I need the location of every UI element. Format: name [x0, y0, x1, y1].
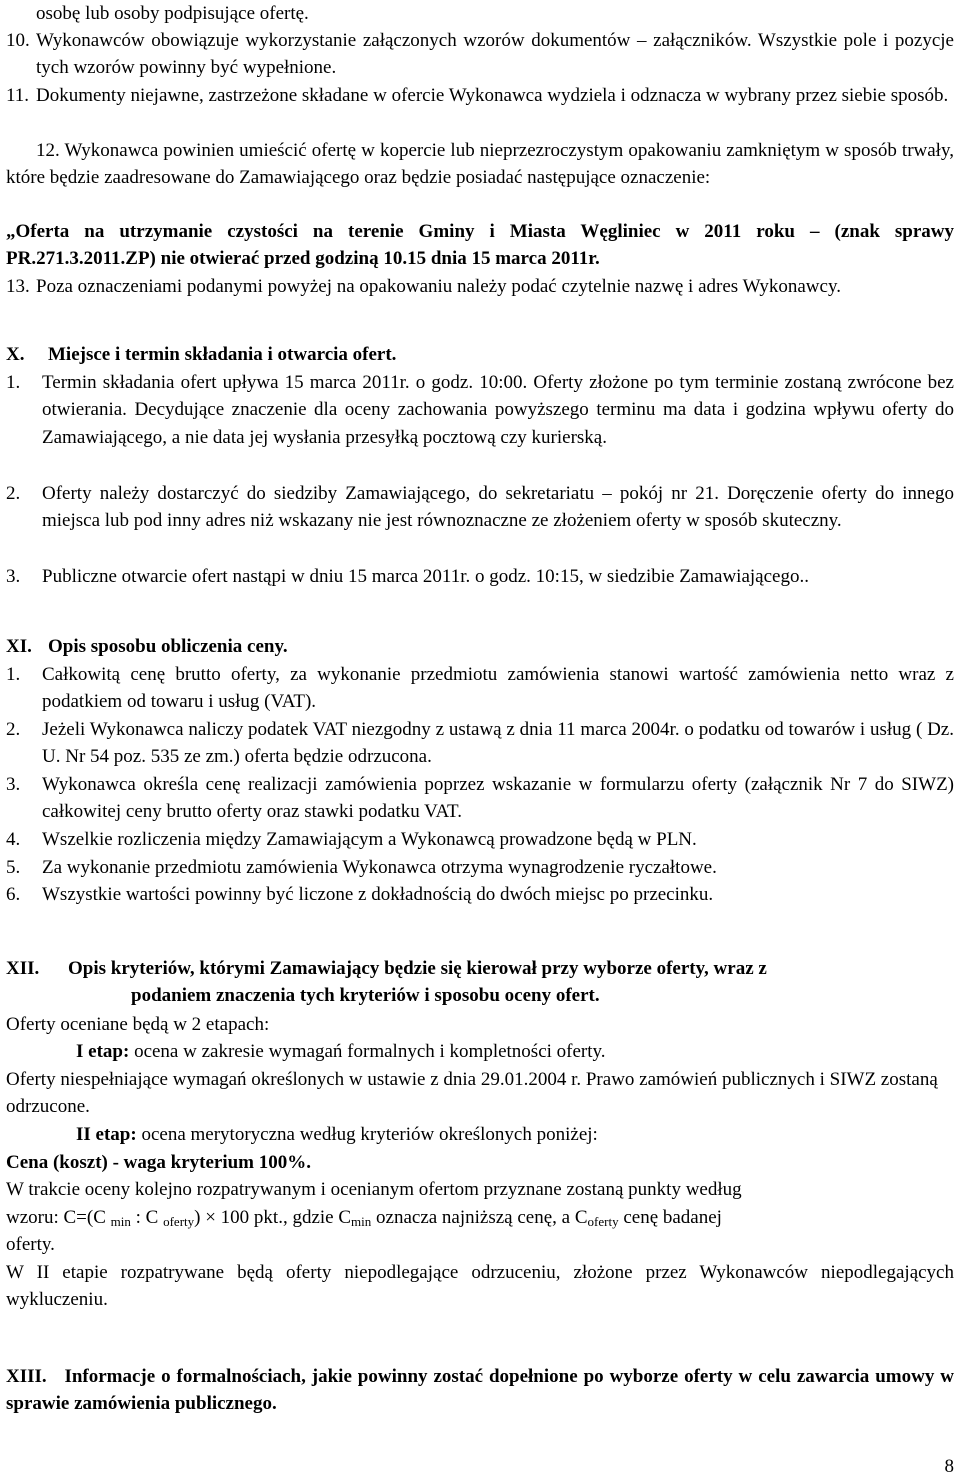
list-text: Wykonawców obowiązuje wykorzystanie załączonych wzorów dokumentów – załączników. Wszystkie pole i pozycje tych wzorów powinny być wypełnione.: [36, 30, 954, 79]
section-number: X.: [6, 344, 25, 365]
list-text: Całkowitą cenę brutto oferty, za wykonanie przedmiotu zamówienia stanowi wartość zamówienia netto wraz z podatkiem od towaru i usług (VAT).: [42, 664, 954, 713]
paragraph: [6, 1066, 954, 1121]
list-item: [6, 369, 954, 451]
list-text: Wszelkie rozliczenia między Zamawiającym a Wykonawcą prowadzone będą w PLN.: [42, 829, 697, 850]
paragraph: [6, 1011, 954, 1038]
list-number: 3.: [6, 774, 21, 795]
list-number: 3.: [6, 566, 21, 587]
formula: [6, 1204, 954, 1231]
paragraph-text: W trakcie oceny kolejno rozpatrywanym i ocenianym ofertom przyznane zostaną punkty według: [6, 1179, 742, 1200]
list-text: Dokumenty niejawne, zastrzeżone składane w ofercie Wykonawca wydziela i odznacza w wybrany przez siebie sposób.: [36, 85, 949, 106]
list-item: [6, 661, 954, 716]
paragraph-text: Oferty niespełniające wymagań określonych w ustawie z dnia 29.01.2004 r. Prawo zamówień publicznych i SIWZ zostaną odrzucone.: [6, 1069, 938, 1118]
formula-part: wzoru: C=(C: [6, 1207, 111, 1228]
continuation-text: osobę lub osoby podpisujące ofertę.: [36, 3, 309, 24]
section-title: Opis sposobu obliczenia ceny.: [48, 636, 288, 657]
list-text: Jeżeli Wykonawca naliczy podatek VAT niezgodny z ustawą z dnia 11 marca 2004r. o podatku od towarów i usług ( Dz. U. Nr 54 poz. 535 ze zm.) oferta będzie odrzucona.: [42, 719, 954, 768]
formula-part: oznacza najniższą cenę, a C: [371, 1207, 588, 1228]
list-number: 6.: [6, 884, 21, 905]
list-item-11: [6, 82, 954, 109]
page-number: 8: [944, 1455, 954, 1477]
section-title-line1: Opis kryteriów, którymi Zamawiający będzie się kierował przy wyborze oferty, wraz z: [68, 958, 767, 979]
list-number: 2.: [6, 719, 21, 740]
section-heading-x: [6, 341, 954, 368]
list-number: 10.: [6, 30, 30, 51]
stage-label: II etap:: [76, 1124, 137, 1145]
envelope-label: [6, 218, 954, 273]
formula-subscript: min: [351, 1214, 372, 1229]
list-number: 12.: [36, 140, 60, 161]
paragraph: [6, 1259, 954, 1314]
list-number: 13.: [6, 276, 30, 297]
list-text: Poza oznaczeniami podanymi powyżej na opakowaniu należy podać czytelnie nazwę i adres Wykonawcy.: [36, 276, 841, 297]
list-text: Wszystkie wartości powinny być liczone z dokładnością do dwóch miejsc po przecinku.: [42, 884, 714, 905]
formula-continuation: [6, 1231, 954, 1258]
continuation-line: [36, 0, 954, 27]
list-item: [6, 854, 954, 881]
list-item: [6, 826, 954, 853]
paragraph-text: W II etapie rozpatrywane będą oferty niepodlegające odrzuceniu, złożone przez Wykonawców niepodlegających wykluczeniu.: [6, 1262, 954, 1311]
list-text: Oferty należy dostarczyć do siedziby Zamawiającego, do sekretariatu – pokój nr 21. Doręczenie oferty do innego miejsca lub pod inny adres niż wskazany nie jest równoznaczne ze złożeniem oferty w sposób skuteczny.: [42, 483, 954, 532]
list-text: Wykonawca określa cenę realizacji zamówienia poprzez wskazanie w formularzu oferty (załącznik Nr 7 do SIWZ) całkowitej ceny brutto oferty oraz stawki podatku VAT.: [42, 774, 954, 823]
stage-two: [6, 1121, 960, 1148]
section-title: Informacje o formalnościach, jakie powinny zostać dopełnione po wyborze oferty w celu zawarcia umowy w sprawie zamówienia publicznego.: [6, 1366, 954, 1415]
list-number: 5.: [6, 857, 21, 878]
section-number: XIII.: [6, 1366, 47, 1387]
list-number: 1.: [6, 372, 21, 393]
list-number: 4.: [6, 829, 21, 850]
list-item: [6, 771, 954, 826]
list-item-13: [6, 273, 954, 300]
list-text: Wykonawca powinien umieścić ofertę w kopercie lub nieprzezroczystym opakowaniu zamkniętym w sposób trwały, które będzie zaadresowane do Zamawiającego oraz będzie posiadać następujące oznaczenie:: [6, 140, 954, 189]
stage-one: [6, 1038, 960, 1065]
stage-label: I etap:: [76, 1041, 130, 1062]
list-text: Za wykonanie przedmiotu zamówienia Wykonawca otrzyma wynagrodzenie ryczałtowe.: [42, 857, 717, 878]
section-number: XI.: [6, 636, 32, 657]
list-item-12: [6, 137, 954, 192]
list-item: [6, 480, 954, 535]
formula-subscript: oferty: [163, 1214, 195, 1229]
section-number: XII.: [6, 958, 40, 979]
paragraph: [6, 1176, 954, 1203]
section-heading-xiii: [6, 1363, 954, 1418]
list-number: 2.: [6, 483, 21, 504]
formula-part: ) × 100 pkt., gdzie C: [194, 1207, 352, 1228]
list-item: [6, 563, 954, 590]
list-item: [6, 881, 954, 908]
paragraph-text: Oferty oceniane będą w 2 etapach:: [6, 1014, 270, 1035]
list-item: [6, 716, 954, 771]
envelope-label-text: „Oferta na utrzymanie czystości na terenie Gminy i Miasta Węgliniec w 2011 roku – (znak sprawy PR.271.3.2011.ZP) nie otwierać przed godziną 10.15 dnia 15 marca 2011r.: [6, 221, 954, 270]
formula-part: cenę badanej: [618, 1207, 722, 1228]
list-item-10: [6, 27, 954, 82]
formula-part: : C: [130, 1207, 164, 1228]
section-title-line2: podaniem znaczenia tych kryteriów i sposobu oceny ofert.: [131, 985, 600, 1007]
section-title: Miejsce i termin składania i otwarcia ofert.: [48, 344, 397, 365]
list-text: Publiczne otwarcie ofert nastąpi w dniu 15 marca 2011r. o godz. 10:15, w siedzibie Zamawiającego..: [42, 566, 809, 587]
list-number: 1.: [6, 664, 21, 685]
formula-subscript: min: [110, 1214, 131, 1229]
list-number: 11.: [6, 85, 30, 106]
section-heading-xi: [6, 633, 954, 660]
section-heading-xii: [6, 955, 954, 1010]
formula-subscript: oferty: [587, 1214, 619, 1229]
formula-part: oferty.: [6, 1234, 55, 1255]
list-text: Termin składania ofert upływa 15 marca 2011r. o godz. 10:00. Oferty złożone po tym terminie zostaną zwrócone bez otwierania. Decydujące znaczenie dla oceny zachowania powyższego terminu ma data i godzina wpływu oferty do Zamawiającego, a nie data jej wysłania przesyłką pocztową czy kurierską.: [42, 372, 954, 448]
stage-text: ocena w zakresie wymagań formalnych i kompletności oferty.: [129, 1041, 606, 1062]
stage-text: ocena merytoryczna według kryteriów określonych poniżej:: [136, 1124, 598, 1145]
criterion: [6, 1149, 954, 1176]
criterion-text: Cena (koszt) - waga kryterium 100%.: [6, 1152, 312, 1173]
